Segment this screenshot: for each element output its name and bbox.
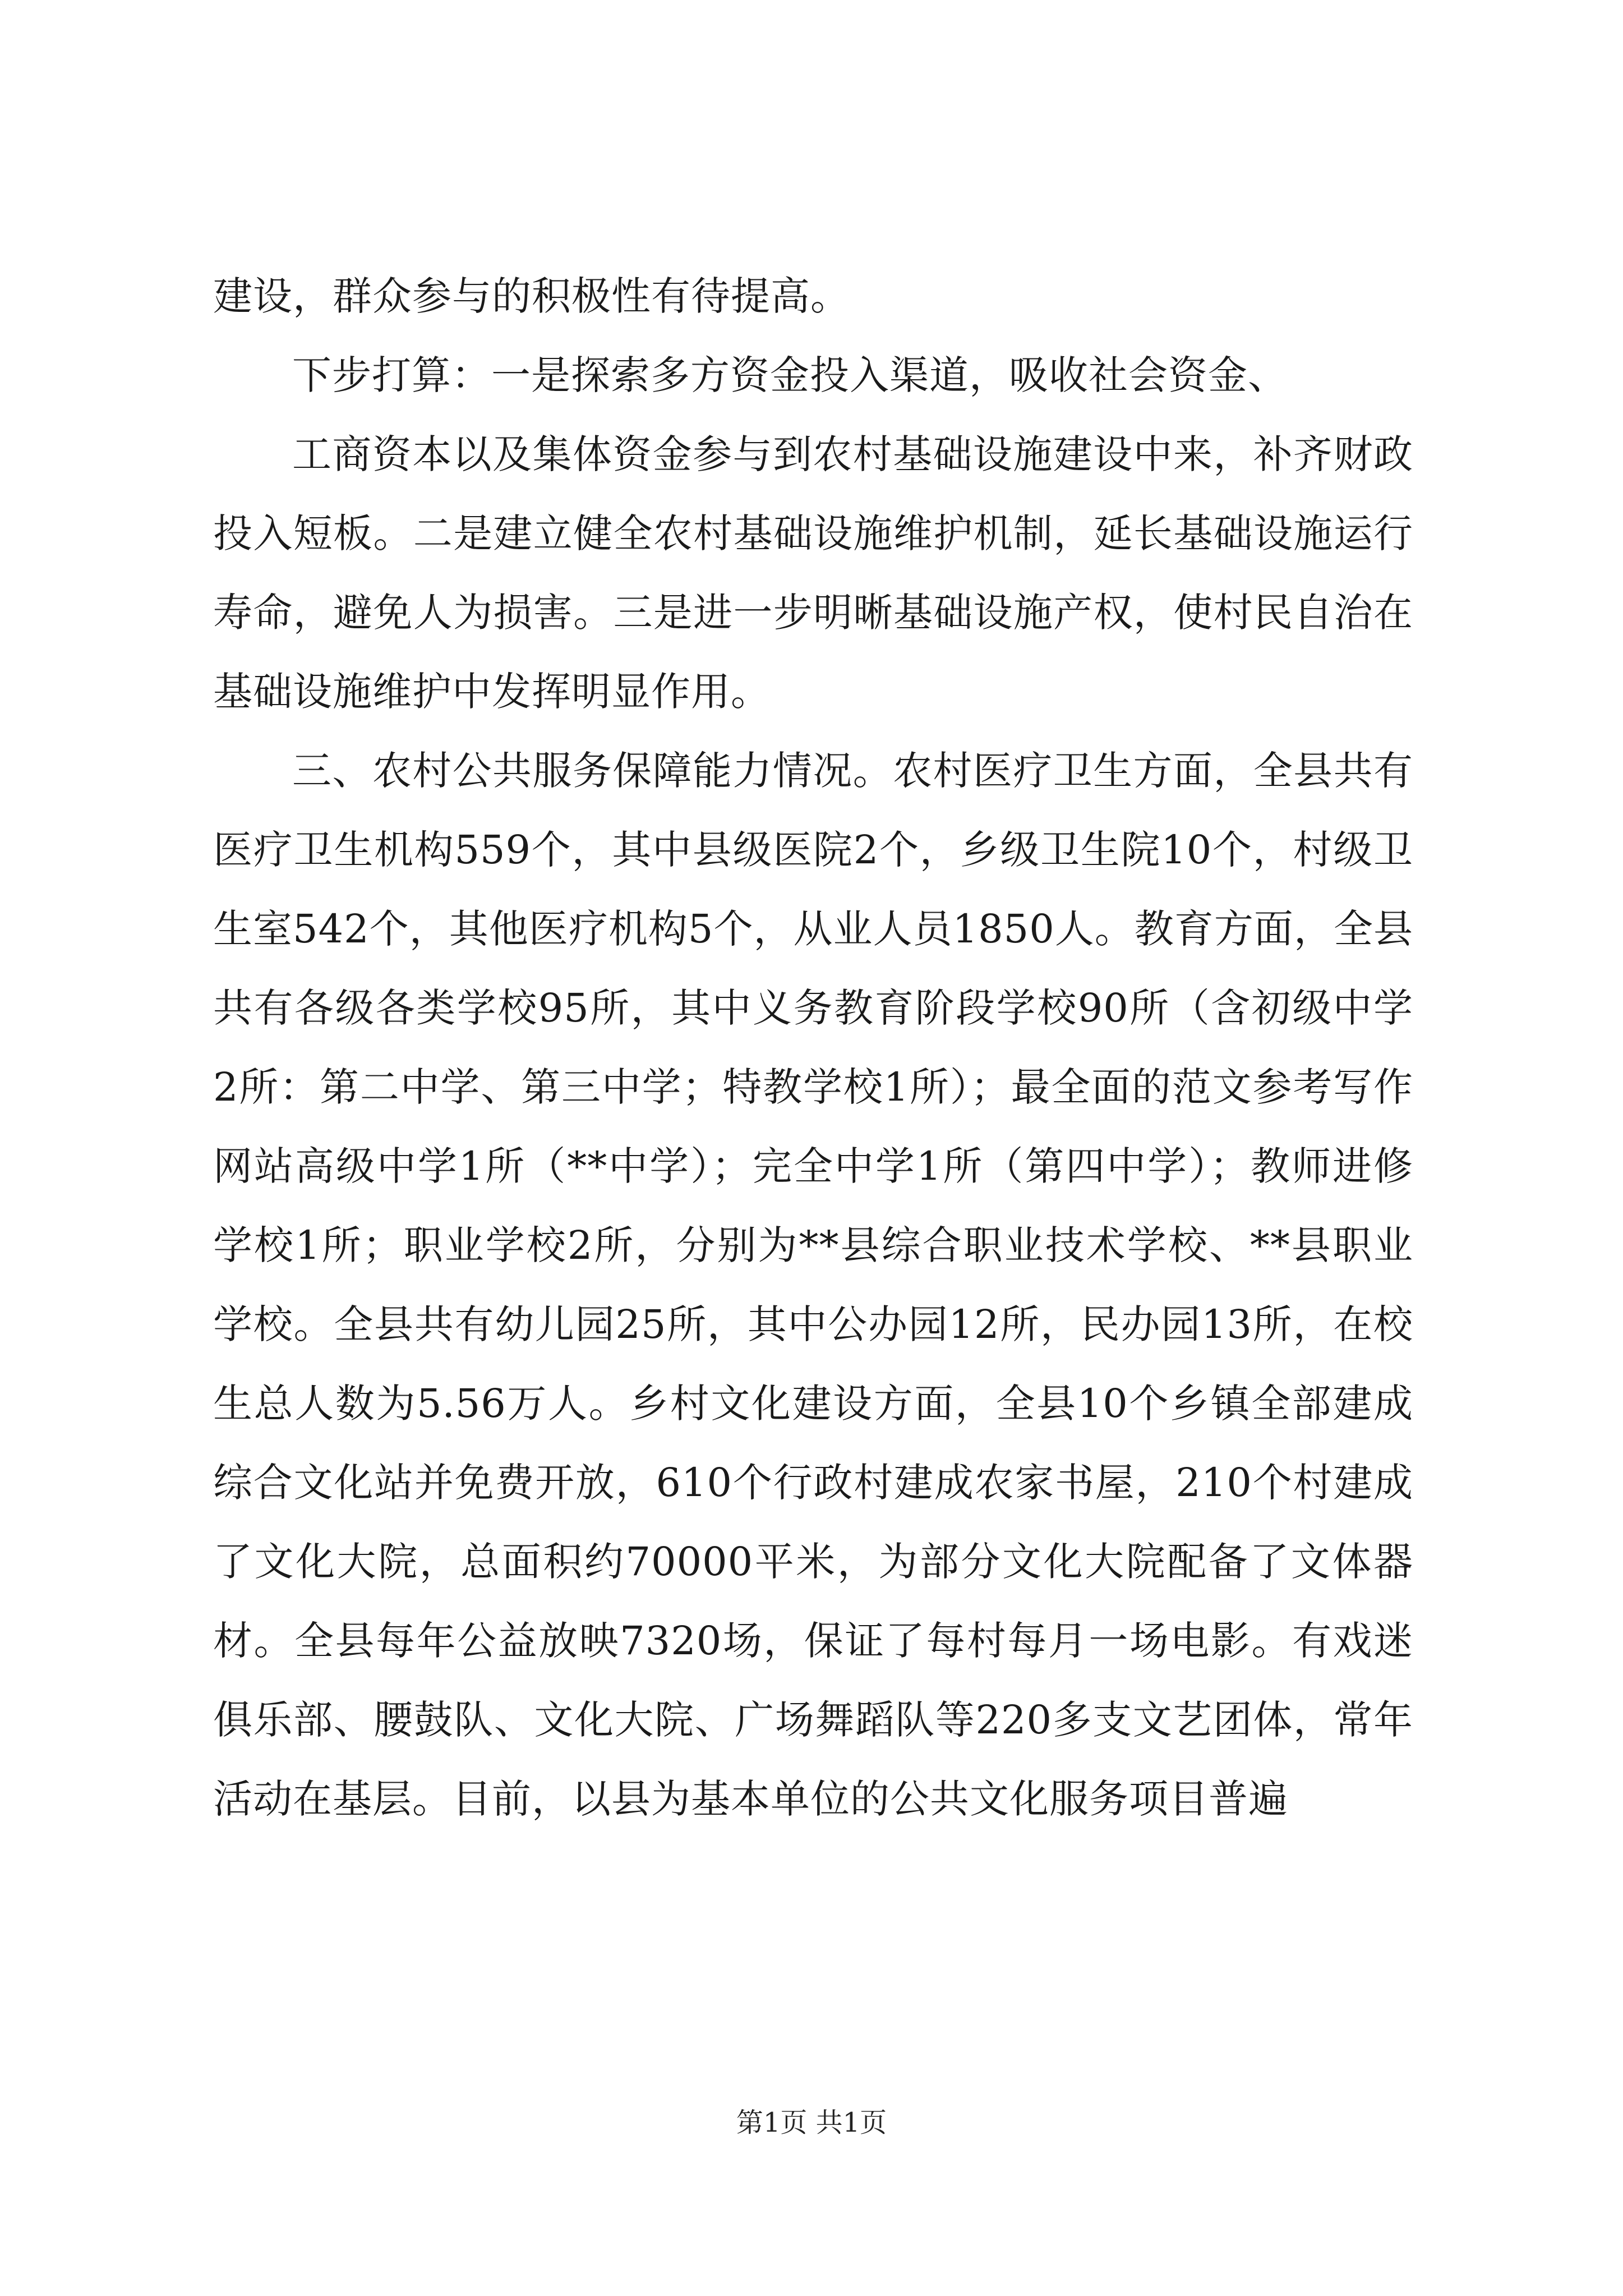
page-footer: 第1页 共1页 (736, 2107, 887, 2138)
paragraph-next-steps-detail: 工商资本以及集体资金参与到农村基础设施建设中来，补齐财政投入短板。二是建立健全农村基础设施维护机制，延长基础设施运行寿命，避免人为损害。三是进一步明晰基础设施产权，使村民自治在基础设施维护中发挥明显作用。 (213, 431, 1413, 715)
paragraph-next-steps-intro: 下步打算：一是探索多方资金投入渠道，吸收社会资金、 (292, 352, 1288, 398)
paragraph-continuation: 建设，群众参与的积极性有待提高。 (213, 273, 850, 319)
paragraph-public-services: 三、农村公共服务保障能力情况。农村医疗卫生方面，全县共有医疗卫生机构559个，其中县级医院2个，乡级卫生院10个，村级卫生室542个，其他医疗机构5个，从业人员1850人。教育方面，全县共有各级各类学校95所，其中义务教育阶段学校90所（含初级中学2所：第二中学、第三中学；特教学校1所）；最全面的范文参考写作网站高级中学1所（**中学）；完全中学1所（第四中学）；教师进修学校1所；职业学校2所，分别为**县综合职业技术学校、**县职业学校。全县共有幼儿园25所，其中公办园12所，民办园13所，在校生总人数为5.56万人。乡村文化建设方面，全县10个乡镇全部建成综合文化站并免费开放，610个行政村建成农家书屋，210个村建成了文化大院，总面积约70000平米，为部分文化大院配备了文体器材。全县每年公益放映7320场，保证了每村每月一场电影。有戏迷俱乐部、腰鼓队、文化大院、广场舞蹈队等220多支文艺团体，常年活动在基层。目前，以县为基本单位的公共文化服务项目普遍 (213, 748, 1413, 1822)
document-body (213, 257, 1413, 1839)
